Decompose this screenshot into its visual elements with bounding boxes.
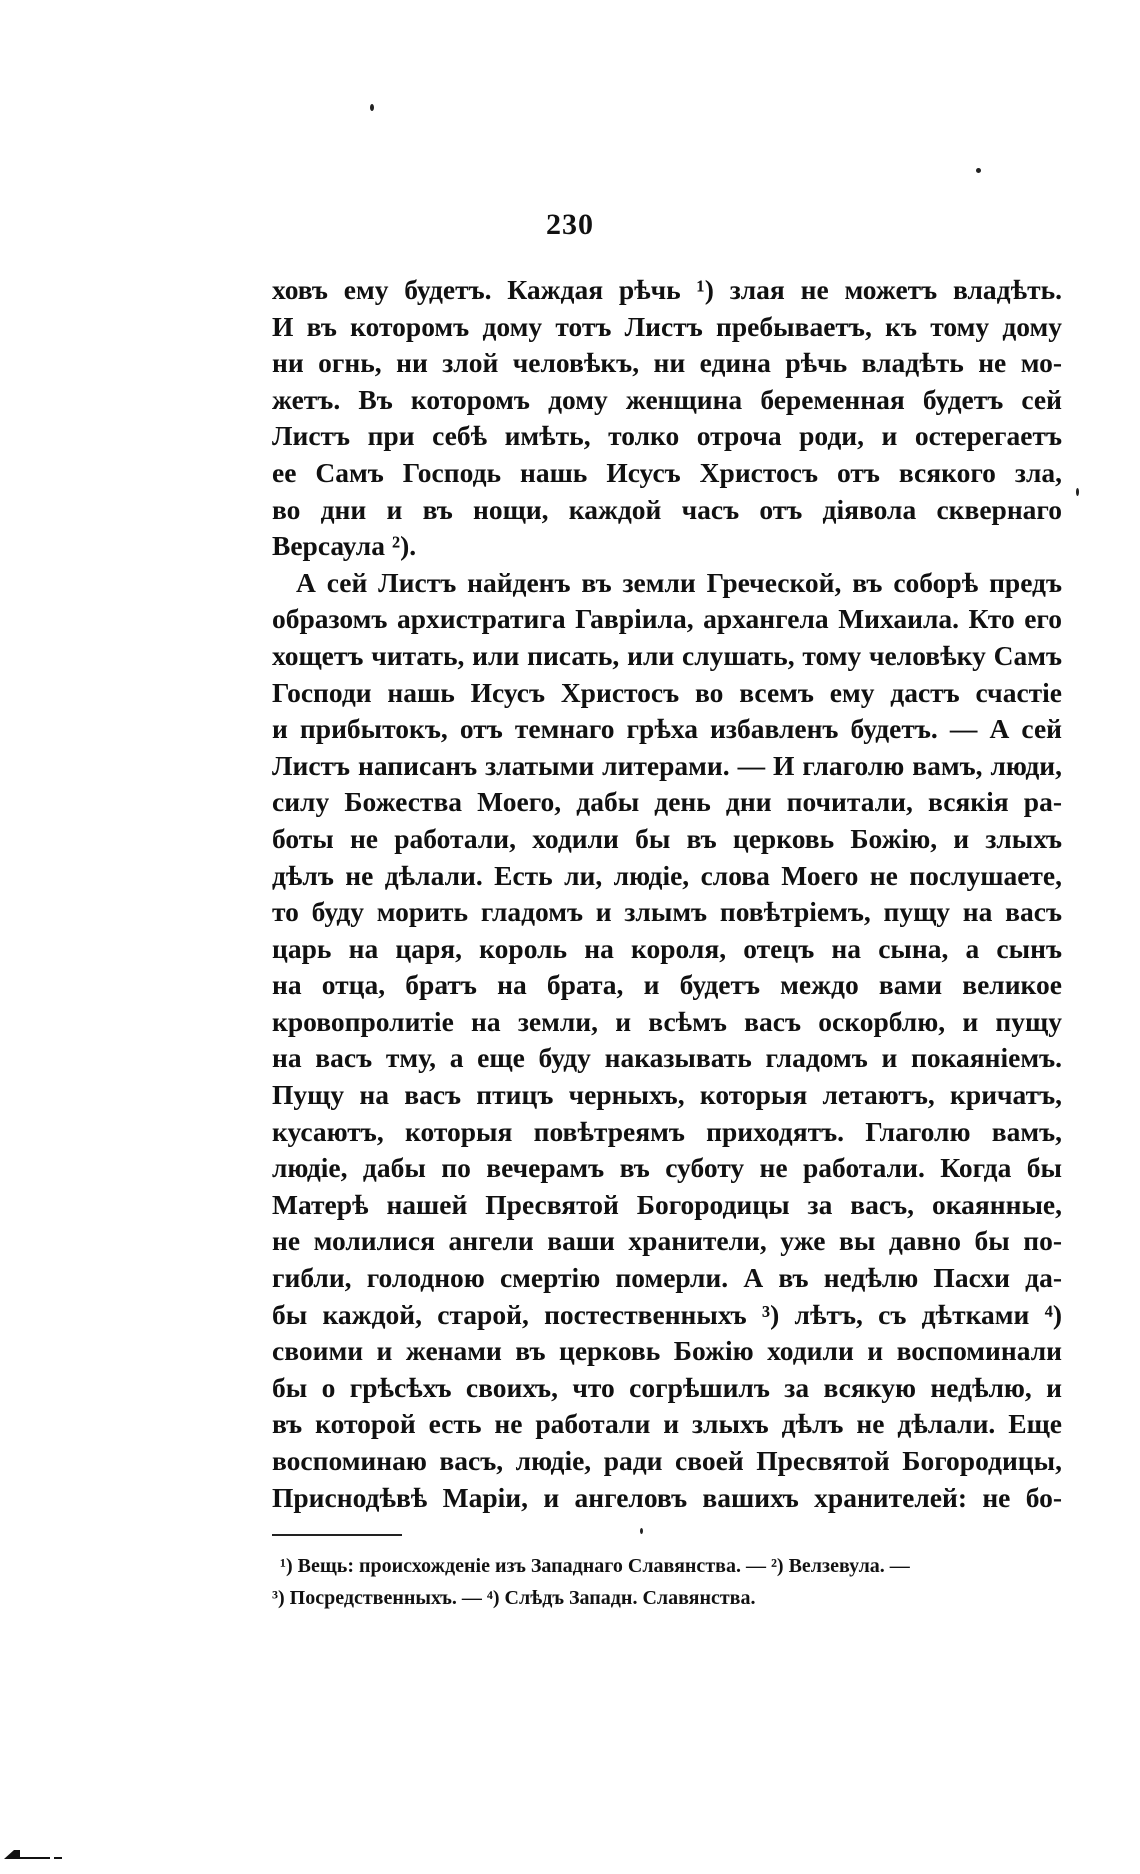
text-line: А сей Листъ найденъ въ земли Греческой, въ соборѣ предъ [296,566,1062,598]
text-line: И въ которомъ дому тотъ Листъ пребываетъ, къ тому дому [272,310,1062,342]
text-line: дѣлъ не дѣлали. Есть ли, людіе, слова Моего не послушаете, [272,859,1062,891]
scan-speck [1076,488,1079,496]
text-line: Приснодѣвѣ Маріи, и ангеловъ вашихъ хранителей: не бо- [272,1481,1062,1513]
text-line: царь на царя, король на короля, отецъ на сына, а сынъ [272,932,1062,964]
scan-speck [976,168,981,173]
text-line: воспоминаю васъ, людіе, ради своей Пресвятой Богородицы, [272,1445,1062,1476]
text-line: своими и женами въ церковь Божію ходили и воспоминали [272,1335,1062,1367]
footnote-line: ¹) Вещь: происхожденіе изъ Западнаго Славянства. — ²) Велзевула. — [280,1555,910,1577]
text-line: гибли, голодною смертію померли. А въ недѣлю Пасхи да- [272,1262,1062,1294]
text-line: образомъ архистратига Гавріила, архангела Михаила. Кто его [272,603,1062,635]
text-line: боты не работали, ходили бы въ церковь Божію, и злыхъ [272,822,1062,854]
text-line: Листъ при себѣ имѣть, толко отроча роди, и остерегаетъ [272,420,1062,452]
text-line: то буду морить гладомъ и злымъ повѣтріемъ, пущу на васъ [272,896,1062,928]
scan-speck [640,1528,643,1534]
page-number: 230 [546,208,594,241]
text-line: ховъ ему будетъ. Каждая рѣчь ¹) злая не можетъ владѣть. [272,274,1062,305]
text-line: въ которой есть не работали и злыхъ дѣлъ не дѣлали. Еще [272,1408,1062,1440]
footnote-line: ³) Посредственныхъ. — ⁴) Слѣдъ Западн. Славянства. [272,1587,756,1609]
text-line: жетъ. Въ которомъ дому женщина беременная будетъ сей [272,383,1062,415]
text-line: бы о грѣсѣхъ своихъ, что согрѣшилъ за всякую недѣлю, и [272,1371,1062,1403]
text-line: Листъ написанъ златыми литерами. — И глаголю вамъ, люди, [272,749,1062,781]
text-line: ни огнь, ни злой человѣкъ, ни едина рѣчь владѣть не мо- [272,347,1062,379]
text-line: Господи нашь Исусъ Христосъ во всемъ ему дастъ счастіе [272,676,1062,708]
scan-speck [370,104,374,111]
footnotes [272,1550,1062,1614]
text-line: не молилися ангели ваши хранители, уже вы давно бы по- [272,1225,1062,1257]
text-line: кровопролитіе на земли, и всѣмъ васъ оскорблю, и пущу [272,1005,1062,1037]
text-line: бы каждой, старой, постественныхъ ³) лѣтъ, съ дѣтками ⁴) [272,1298,1062,1330]
text-line: на отца, братъ на брата, и будетъ междо вами великое [272,969,1062,1001]
text-line: и прибытокъ, отъ темнаго грѣха избавленъ будетъ. — А сей [272,713,1062,745]
text-line: Пущу на васъ птицъ черныхъ, которыя летаютъ, кричатъ, [272,1079,1062,1111]
text-line: Версаула ²). [272,530,417,562]
text-line: во дни и въ нощи, каждой часъ отъ діявола сквернаго [272,493,1062,525]
body-text [272,272,1062,1516]
text-line: кусаютъ, которыя повѣтреямъ приходятъ. Глаголю вамъ, [272,1115,1062,1147]
corner-mark [4,1848,64,1860]
footnote-divider [272,1534,402,1536]
text-line: ее Самъ Господь нашь Исусъ Христосъ отъ всякого зла, [272,456,1062,488]
text-line: на васъ тму, а еще буду наказывать гладомъ и покаяніемъ. [272,1042,1062,1074]
text-line: людіе, дабы по вечерамъ въ суботу не работали. Когда бы [272,1152,1062,1184]
text-line: хощетъ читать, или писать, или слушать, тому человѣку Самъ [272,639,1062,671]
text-line: силу Божества Моего, дабы день дни почитали, всякія ра- [272,786,1062,818]
text-line: Матерѣ нашей Пресвятой Богородицы за васъ, окаянные, [272,1188,1062,1220]
